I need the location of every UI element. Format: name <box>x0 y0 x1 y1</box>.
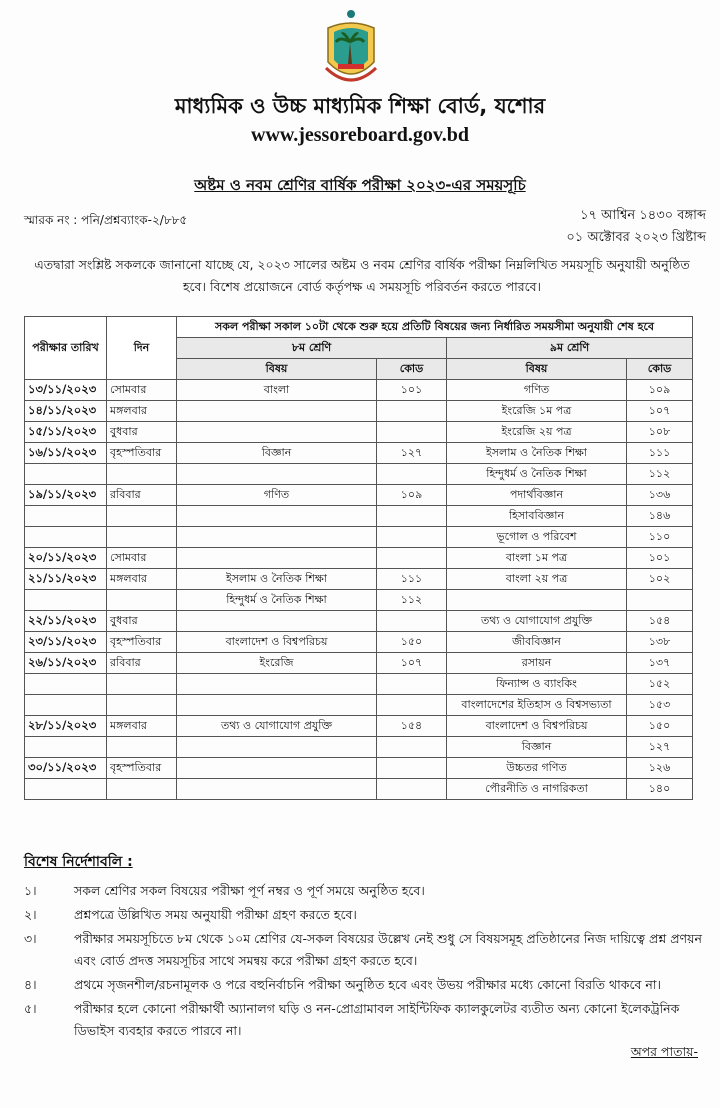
class9-code: ১২৬ <box>627 758 693 779</box>
exam-day: বুধবার <box>107 611 177 632</box>
class8-subject <box>177 695 377 716</box>
exam-date <box>25 590 107 611</box>
header-subject8: বিষয় <box>177 359 377 380</box>
class8-code <box>377 737 447 758</box>
instruction-number: ৪। <box>24 977 37 992</box>
header-time-note: সকল পরীক্ষা সকাল ১০টা থেকে শুরু হয়ে প্রতিটি বিষয়ের জন্য নির্ধারিত সময়সীমা অনুযায়ী শেষ হবে <box>177 317 693 338</box>
class9-code: ১৩৭ <box>627 653 693 674</box>
class9-subject: উচ্চতর গণিত <box>447 758 627 779</box>
header-class8: ৮ম শ্রেণি <box>177 338 447 359</box>
table-row <box>25 527 693 548</box>
table-row <box>25 548 693 569</box>
class9-subject: গণিত <box>447 380 627 401</box>
header-date: পরীক্ষার তারিখ <box>25 317 107 380</box>
exam-date <box>25 779 107 800</box>
class9-code: ১৫৪ <box>627 611 693 632</box>
exam-day <box>107 527 177 548</box>
instruction-item <box>24 998 704 1042</box>
table-row <box>25 485 693 506</box>
exam-date: ১৯/১১/২০২৩ <box>25 485 107 506</box>
table-row <box>25 590 693 611</box>
intro-paragraph: এতদ্বারা সংশ্লিষ্ট সকলকে জানানো যাচ্ছে যে, ২০২৩ সালের অষ্টম ও নবম শ্রেণির বার্ষিক পরীক্ষা নিম্নলিখিত সময়সূচি অনুযায়ী অনুষ্ঠিত হবে। বিশেষ প্রয়োজনে বোর্ড কর্তৃপক্ষ এ সময়সূচি পরিবর্তন করতে পারবে। <box>34 257 690 294</box>
exam-date: ২৩/১১/২০২৩ <box>25 632 107 653</box>
class9-subject: জীববিজ্ঞান <box>447 632 627 653</box>
class8-code: ১৫০ <box>377 632 447 653</box>
class9-subject: হিন্দুধর্ম ও নৈতিক শিক্ষা <box>447 464 627 485</box>
table-row <box>25 569 693 590</box>
class9-subject: বাংলা ২য় পত্র <box>447 569 627 590</box>
instruction-item <box>24 928 704 972</box>
class8-code: ১৫৪ <box>377 716 447 737</box>
class9-code: ১৫৩ <box>627 695 693 716</box>
instruction-number: ৩। <box>24 931 37 946</box>
table-row <box>25 401 693 422</box>
special-instructions-title: বিশেষ নির্দেশাবলি : <box>24 854 133 870</box>
class8-subject <box>177 779 377 800</box>
class8-code <box>377 674 447 695</box>
exam-day <box>107 674 177 695</box>
class8-subject: ইংরেজি <box>177 653 377 674</box>
instruction-number: ২। <box>24 907 37 922</box>
table-row <box>25 695 693 716</box>
table-row <box>25 506 693 527</box>
class9-subject: ইংরেজি ২য় পত্র <box>447 422 627 443</box>
class9-subject: তথ্য ও যোগাযোগ প্রযুক্তি <box>447 611 627 632</box>
class8-code <box>377 464 447 485</box>
exam-day <box>107 779 177 800</box>
class8-code <box>377 401 447 422</box>
class8-code <box>377 506 447 527</box>
header-class9: ৯ম শ্রেণি <box>447 338 693 359</box>
class9-code: ১২৭ <box>627 737 693 758</box>
class9-subject: পদার্থবিজ্ঞান <box>447 485 627 506</box>
instruction-item <box>24 904 704 926</box>
exam-day <box>107 464 177 485</box>
exam-day: সোমবার <box>107 380 177 401</box>
exam-day: রবিবার <box>107 653 177 674</box>
class9-code: ১০১ <box>627 548 693 569</box>
table-row <box>25 758 693 779</box>
class8-code <box>377 611 447 632</box>
instruction-text: প্রশ্নপত্রে উল্লিখিত সময় অনুযায়ী পরীক্ষা গ্রহণ করতে হবে। <box>74 907 357 922</box>
exam-schedule-table <box>24 316 693 800</box>
class9-code <box>627 590 693 611</box>
exam-date <box>25 674 107 695</box>
exam-day: মঙ্গলবার <box>107 401 177 422</box>
class8-subject: গণিত <box>177 485 377 506</box>
document-title: অষ্টম ও নবম শ্রেণির বার্ষিক পরীক্ষা ২০২৩-এর সময়সূচি <box>194 176 526 194</box>
class9-subject: রসায়ন <box>447 653 627 674</box>
class9-code: ১১০ <box>627 527 693 548</box>
exam-date <box>25 527 107 548</box>
class8-code: ১২৭ <box>377 443 447 464</box>
exam-day: মঙ্গলবার <box>107 569 177 590</box>
table-row <box>25 443 693 464</box>
class8-subject: বাংলাদেশ ও বিশ্বপরিচয় <box>177 632 377 653</box>
exam-date <box>25 464 107 485</box>
class8-subject <box>177 548 377 569</box>
header-day: দিন <box>107 317 177 380</box>
table-row <box>25 632 693 653</box>
class9-code: ১০৮ <box>627 422 693 443</box>
class9-code: ১০৭ <box>627 401 693 422</box>
class8-subject <box>177 401 377 422</box>
class8-code <box>377 779 447 800</box>
class8-subject <box>177 611 377 632</box>
instruction-text: সকল শ্রেণির সকল বিষয়ের পরীক্ষা পূর্ণ নম্বর ও পূর্ণ সময়ে অনুষ্ঠিত হবে। <box>74 883 425 898</box>
exam-date: ২২/১১/২০২৩ <box>25 611 107 632</box>
table-row <box>25 674 693 695</box>
class9-subject: পৌরনীতি ও নাগরিকতা <box>447 779 627 800</box>
exam-day: রবিবার <box>107 485 177 506</box>
table-row <box>25 611 693 632</box>
class8-subject <box>177 737 377 758</box>
class8-subject <box>177 422 377 443</box>
table-row <box>25 716 693 737</box>
class8-subject: হিন্দুধর্ম ও নৈতিক শিক্ষা <box>177 590 377 611</box>
class9-subject: ফিন্যান্স ও ব্যাংকিং <box>447 674 627 695</box>
table-row <box>25 380 693 401</box>
exam-day: বুধবার <box>107 422 177 443</box>
exam-day: বৃহস্পতিবার <box>107 632 177 653</box>
class8-subject: তথ্য ও যোগাযোগ প্রযুক্তি <box>177 716 377 737</box>
exam-day <box>107 506 177 527</box>
class8-code <box>377 758 447 779</box>
class9-subject: বাংলা ১ম পত্র <box>447 548 627 569</box>
class8-subject <box>177 527 377 548</box>
class9-subject: ইংরেজি ১ম পত্র <box>447 401 627 422</box>
board-name: মাধ্যমিক ও উচ্চ মাধ্যমিক শিক্ষা বোর্ড, যশোর <box>174 94 546 118</box>
exam-date <box>25 695 107 716</box>
exam-day: বৃহস্পতিবার <box>107 443 177 464</box>
class8-subject: বিজ্ঞান <box>177 443 377 464</box>
exam-day: সোমবার <box>107 548 177 569</box>
table-row <box>25 653 693 674</box>
exam-day: মঙ্গলবার <box>107 716 177 737</box>
instruction-text: পরীক্ষার হলে কোনো পরীক্ষার্থী অ্যানালগ ঘড়ি ও নন-প্রোগ্রামাবল সাইন্টিফিক ক্যালকুলেটর ব্যতীত অন্য কোনো ইলেকট্রনিক ডিভাইস ব্যবহার করতে পারবে না। <box>74 1001 680 1038</box>
class9-subject: ইসলাম ও নৈতিক শিক্ষা <box>447 443 627 464</box>
board-logo <box>318 6 384 88</box>
class9-code: ১০২ <box>627 569 693 590</box>
class9-code: ১৩৮ <box>627 632 693 653</box>
class8-subject <box>177 506 377 527</box>
table-row <box>25 464 693 485</box>
website-url: www.jessoreboard.gov.bd <box>251 124 469 146</box>
header-code9: কোড <box>627 359 693 380</box>
exam-date: ১৬/১১/২০২৩ <box>25 443 107 464</box>
exam-date: ১৩/১১/২০২৩ <box>25 380 107 401</box>
instruction-item <box>24 880 704 902</box>
continued-overleaf: অপর পাতায়- <box>630 1044 698 1059</box>
instruction-text: প্রথমে সৃজনশীল/রচনামূলক ও পরে বহুনির্বাচনি পরীক্ষা অনুষ্ঠিত হবে এবং উভয় পরীক্ষার মধ্যে কোনো বিরতি থাকবে না। <box>74 977 661 992</box>
class8-code: ১১১ <box>377 569 447 590</box>
schedule-body <box>25 380 693 800</box>
class8-code <box>377 527 447 548</box>
class9-code: ১৩৬ <box>627 485 693 506</box>
class9-code: ১৫০ <box>627 716 693 737</box>
class9-code: ১৪০ <box>627 779 693 800</box>
exam-date: ৩০/১১/২০২৩ <box>25 758 107 779</box>
class8-code: ১০৭ <box>377 653 447 674</box>
class8-code <box>377 548 447 569</box>
date-bangla: ১৭ আশ্বিন ১৪৩০ বঙ্গাব্দ <box>580 208 706 223</box>
exam-date <box>25 506 107 527</box>
class9-subject <box>447 590 627 611</box>
header-code8: কোড <box>377 359 447 380</box>
class8-subject <box>177 464 377 485</box>
class9-subject: বাংলাদেশের ইতিহাস ও বিশ্বসভ্যতা <box>447 695 627 716</box>
class9-subject: ভূগোল ও পরিবেশ <box>447 527 627 548</box>
instruction-text: পরীক্ষার সময়সূচিতে ৮ম থেকে ১০ম শ্রেণির যে-সকল বিষয়ের উল্লেখ নেই শুধু সে বিষয়সমূহ প্রতিষ্ঠানের নিজ দায়িত্বে প্রশ্ন প্রণয়ন এবং বোর্ড প্রদত্ত সময়সূচির সাথে সমন্বয় করে পরীক্ষা গ্রহণ করতে হবে। <box>74 931 702 968</box>
instruction-item <box>24 974 704 996</box>
exam-date: ২০/১১/২০২৩ <box>25 548 107 569</box>
exam-day <box>107 737 177 758</box>
class8-code <box>377 695 447 716</box>
class8-subject: বাংলা <box>177 380 377 401</box>
exam-date: ১৪/১১/২০২৩ <box>25 401 107 422</box>
class9-code: ১৪৬ <box>627 506 693 527</box>
exam-date <box>25 737 107 758</box>
memo-number: স্মারক নং : পনি/প্রশ্নব্যাংক-২/৮৮৫ <box>24 213 188 227</box>
class9-subject: হিসাববিজ্ঞান <box>447 506 627 527</box>
instruction-number: ৫। <box>24 1001 37 1016</box>
class8-code: ১০১ <box>377 380 447 401</box>
class8-subject <box>177 758 377 779</box>
table-row <box>25 737 693 758</box>
class8-code: ১১২ <box>377 590 447 611</box>
class9-code: ১১১ <box>627 443 693 464</box>
class8-code: ১০৯ <box>377 485 447 506</box>
exam-day <box>107 695 177 716</box>
class9-code: ১০৯ <box>627 380 693 401</box>
class8-subject: ইসলাম ও নৈতিক শিক্ষা <box>177 569 377 590</box>
instruction-number: ১। <box>24 883 37 898</box>
table-row <box>25 779 693 800</box>
table-row <box>25 422 693 443</box>
class8-subject <box>177 674 377 695</box>
class9-code: ১১২ <box>627 464 693 485</box>
class9-code: ১৫২ <box>627 674 693 695</box>
exam-day: বৃহস্পতিবার <box>107 758 177 779</box>
exam-date: ২৬/১১/২০২৩ <box>25 653 107 674</box>
class8-code <box>377 422 447 443</box>
exam-date: ১৫/১১/২০২৩ <box>25 422 107 443</box>
exam-day <box>107 590 177 611</box>
exam-date: ২১/১১/২০২৩ <box>25 569 107 590</box>
class9-subject: বাংলাদেশ ও বিশ্বপরিচয় <box>447 716 627 737</box>
exam-date: ২৮/১১/২০২৩ <box>25 716 107 737</box>
class9-subject: বিজ্ঞান <box>447 737 627 758</box>
header-subject9: বিষয় <box>447 359 627 380</box>
date-gregorian: ০১ অক্টোবর ২০২৩ খ্রিষ্টাব্দ <box>566 230 706 245</box>
